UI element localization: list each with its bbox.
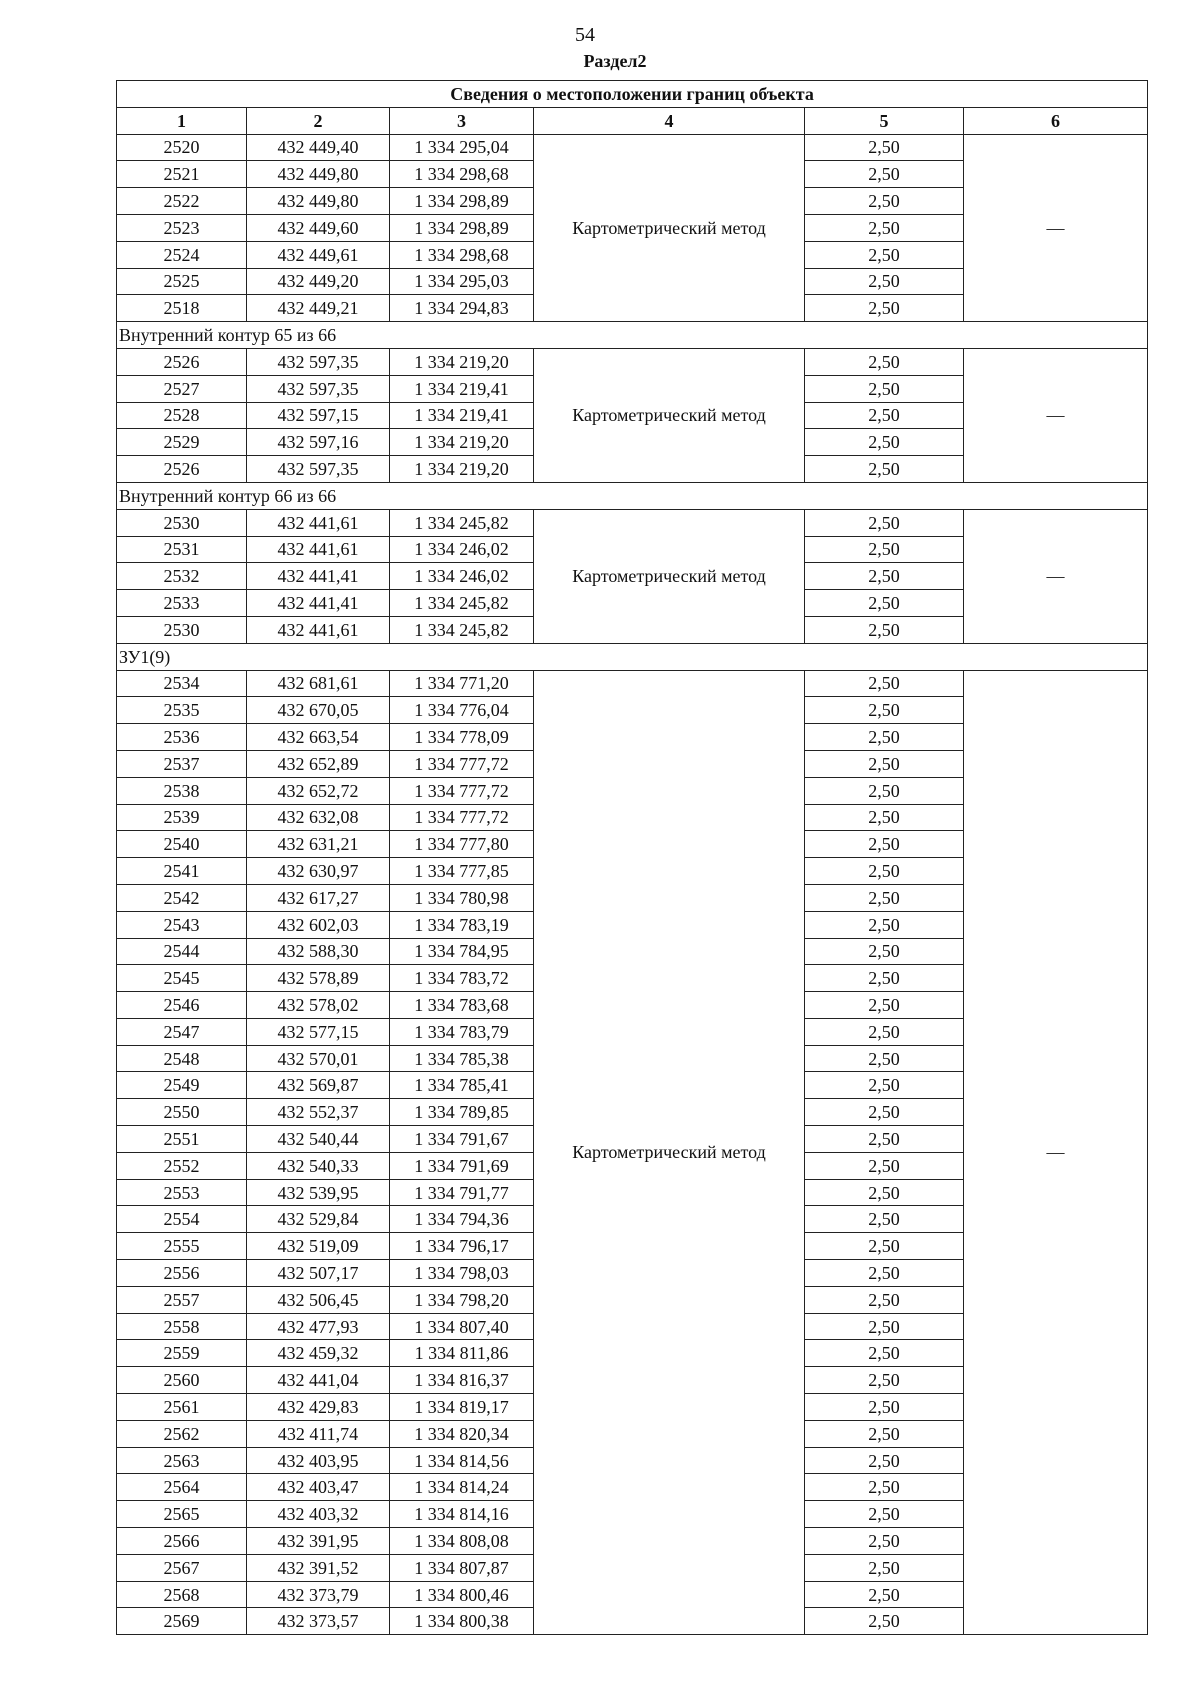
y-coordinate: 1 334 808,08 bbox=[390, 1528, 534, 1555]
point-number: 2562 bbox=[117, 1420, 247, 1447]
point-number: 2536 bbox=[117, 724, 247, 751]
x-coordinate: 432 597,35 bbox=[247, 375, 390, 402]
accuracy-value: 2,50 bbox=[805, 241, 964, 268]
point-number: 2530 bbox=[117, 616, 247, 643]
point-number: 2560 bbox=[117, 1367, 247, 1394]
accuracy-value: 2,50 bbox=[805, 456, 964, 483]
point-number: 2540 bbox=[117, 831, 247, 858]
point-number: 2525 bbox=[117, 268, 247, 295]
point-number: 2523 bbox=[117, 214, 247, 241]
accuracy-value: 2,50 bbox=[805, 1179, 964, 1206]
point-number: 2522 bbox=[117, 188, 247, 215]
y-coordinate: 1 334 771,20 bbox=[390, 670, 534, 697]
column-number: 4 bbox=[534, 107, 805, 134]
accuracy-value: 2,50 bbox=[805, 188, 964, 215]
y-coordinate: 1 334 796,17 bbox=[390, 1233, 534, 1260]
y-coordinate: 1 334 294,83 bbox=[390, 295, 534, 322]
accuracy-value: 2,50 bbox=[805, 134, 964, 161]
y-coordinate: 1 334 298,89 bbox=[390, 214, 534, 241]
y-coordinate: 1 334 298,68 bbox=[390, 161, 534, 188]
x-coordinate: 432 429,83 bbox=[247, 1394, 390, 1421]
x-coordinate: 432 373,79 bbox=[247, 1581, 390, 1608]
point-number: 2526 bbox=[117, 348, 247, 375]
x-coordinate: 432 449,60 bbox=[247, 214, 390, 241]
accuracy-value: 2,50 bbox=[805, 1340, 964, 1367]
x-coordinate: 432 441,61 bbox=[247, 616, 390, 643]
accuracy-value: 2,50 bbox=[805, 858, 964, 885]
y-coordinate: 1 334 777,72 bbox=[390, 750, 534, 777]
point-number: 2563 bbox=[117, 1447, 247, 1474]
column-number: 1 bbox=[117, 107, 247, 134]
point-number: 2553 bbox=[117, 1179, 247, 1206]
boundary-coordinates-table bbox=[116, 80, 1148, 1635]
point-number: 2555 bbox=[117, 1233, 247, 1260]
x-coordinate: 432 630,97 bbox=[247, 858, 390, 885]
x-coordinate: 432 411,74 bbox=[247, 1420, 390, 1447]
point-number: 2538 bbox=[117, 777, 247, 804]
point-number: 2535 bbox=[117, 697, 247, 724]
x-coordinate: 432 663,54 bbox=[247, 724, 390, 751]
y-coordinate: 1 334 785,41 bbox=[390, 1072, 534, 1099]
point-number: 2568 bbox=[117, 1581, 247, 1608]
x-coordinate: 432 652,89 bbox=[247, 750, 390, 777]
x-coordinate: 432 391,52 bbox=[247, 1554, 390, 1581]
accuracy-value: 2,50 bbox=[805, 375, 964, 402]
table-body bbox=[117, 134, 1148, 1635]
x-coordinate: 432 441,41 bbox=[247, 563, 390, 590]
accuracy-value: 2,50 bbox=[805, 348, 964, 375]
y-coordinate: 1 334 807,87 bbox=[390, 1554, 534, 1581]
accuracy-value: 2,50 bbox=[805, 670, 964, 697]
y-coordinate: 1 334 295,04 bbox=[390, 134, 534, 161]
contour-label-row bbox=[117, 643, 1148, 670]
accuracy-value: 2,50 bbox=[805, 938, 964, 965]
accuracy-value: 2,50 bbox=[805, 1554, 964, 1581]
x-coordinate: 432 373,57 bbox=[247, 1608, 390, 1635]
accuracy-value: 2,50 bbox=[805, 911, 964, 938]
x-coordinate: 432 617,27 bbox=[247, 884, 390, 911]
y-coordinate: 1 334 245,82 bbox=[390, 616, 534, 643]
accuracy-value: 2,50 bbox=[805, 750, 964, 777]
table-row bbox=[117, 134, 1148, 161]
y-coordinate: 1 334 784,95 bbox=[390, 938, 534, 965]
x-coordinate: 432 578,02 bbox=[247, 992, 390, 1019]
y-coordinate: 1 334 807,40 bbox=[390, 1313, 534, 1340]
accuracy-value: 2,50 bbox=[805, 777, 964, 804]
y-coordinate: 1 334 820,34 bbox=[390, 1420, 534, 1447]
y-coordinate: 1 334 298,89 bbox=[390, 188, 534, 215]
y-coordinate: 1 334 794,36 bbox=[390, 1206, 534, 1233]
x-coordinate: 432 597,35 bbox=[247, 348, 390, 375]
y-coordinate: 1 334 791,77 bbox=[390, 1179, 534, 1206]
point-number: 2558 bbox=[117, 1313, 247, 1340]
y-coordinate: 1 334 780,98 bbox=[390, 884, 534, 911]
point-number: 2561 bbox=[117, 1394, 247, 1421]
point-number: 2565 bbox=[117, 1501, 247, 1528]
y-coordinate: 1 334 798,03 bbox=[390, 1260, 534, 1287]
accuracy-value: 2,50 bbox=[805, 1206, 964, 1233]
accuracy-value: 2,50 bbox=[805, 1233, 964, 1260]
x-coordinate: 432 449,80 bbox=[247, 161, 390, 188]
y-coordinate: 1 334 246,02 bbox=[390, 563, 534, 590]
table-row bbox=[117, 509, 1148, 536]
x-coordinate: 432 506,45 bbox=[247, 1286, 390, 1313]
y-coordinate: 1 334 814,56 bbox=[390, 1447, 534, 1474]
accuracy-value: 2,50 bbox=[805, 1474, 964, 1501]
x-coordinate: 432 459,32 bbox=[247, 1340, 390, 1367]
accuracy-value: 2,50 bbox=[805, 1286, 964, 1313]
accuracy-value: 2,50 bbox=[805, 804, 964, 831]
x-coordinate: 432 539,95 bbox=[247, 1179, 390, 1206]
y-coordinate: 1 334 783,19 bbox=[390, 911, 534, 938]
x-coordinate: 432 449,21 bbox=[247, 295, 390, 322]
y-coordinate: 1 334 789,85 bbox=[390, 1099, 534, 1126]
x-coordinate: 432 403,95 bbox=[247, 1447, 390, 1474]
point-number: 2548 bbox=[117, 1045, 247, 1072]
y-coordinate: 1 334 245,82 bbox=[390, 590, 534, 617]
accuracy-value: 2,50 bbox=[805, 563, 964, 590]
y-coordinate: 1 334 819,17 bbox=[390, 1394, 534, 1421]
y-coordinate: 1 334 219,20 bbox=[390, 429, 534, 456]
y-coordinate: 1 334 776,04 bbox=[390, 697, 534, 724]
x-coordinate: 432 477,93 bbox=[247, 1313, 390, 1340]
point-number: 2533 bbox=[117, 590, 247, 617]
y-coordinate: 1 334 783,68 bbox=[390, 992, 534, 1019]
point-number: 2528 bbox=[117, 402, 247, 429]
y-coordinate: 1 334 219,41 bbox=[390, 375, 534, 402]
method-cell: Картометрический метод bbox=[534, 509, 805, 643]
accuracy-value: 2,50 bbox=[805, 402, 964, 429]
y-coordinate: 1 334 800,38 bbox=[390, 1608, 534, 1635]
column-number: 6 bbox=[964, 107, 1148, 134]
point-number: 2531 bbox=[117, 536, 247, 563]
y-coordinate: 1 334 295,03 bbox=[390, 268, 534, 295]
x-coordinate: 432 597,16 bbox=[247, 429, 390, 456]
x-coordinate: 432 578,89 bbox=[247, 965, 390, 992]
accuracy-value: 2,50 bbox=[805, 536, 964, 563]
x-coordinate: 432 588,30 bbox=[247, 938, 390, 965]
accuracy-value: 2,50 bbox=[805, 965, 964, 992]
y-coordinate: 1 334 783,72 bbox=[390, 965, 534, 992]
point-number: 2518 bbox=[117, 295, 247, 322]
y-coordinate: 1 334 800,46 bbox=[390, 1581, 534, 1608]
x-coordinate: 432 681,61 bbox=[247, 670, 390, 697]
x-coordinate: 432 441,41 bbox=[247, 590, 390, 617]
table-row bbox=[117, 670, 1148, 697]
accuracy-value: 2,50 bbox=[805, 697, 964, 724]
accuracy-value: 2,50 bbox=[805, 1126, 964, 1153]
contour-label: ЗУ1(9) bbox=[117, 643, 1148, 670]
contour-label-row bbox=[117, 482, 1148, 509]
point-number: 2530 bbox=[117, 509, 247, 536]
accuracy-value: 2,50 bbox=[805, 724, 964, 751]
point-number: 2546 bbox=[117, 992, 247, 1019]
x-coordinate: 432 577,15 bbox=[247, 1018, 390, 1045]
y-coordinate: 1 334 245,82 bbox=[390, 509, 534, 536]
accuracy-value: 2,50 bbox=[805, 268, 964, 295]
point-number: 2526 bbox=[117, 456, 247, 483]
accuracy-value: 2,50 bbox=[805, 831, 964, 858]
point-number: 2520 bbox=[117, 134, 247, 161]
x-coordinate: 432 391,95 bbox=[247, 1528, 390, 1555]
point-number: 2529 bbox=[117, 429, 247, 456]
x-coordinate: 432 519,09 bbox=[247, 1233, 390, 1260]
accuracy-value: 2,50 bbox=[805, 1045, 964, 1072]
method-cell: Картометрический метод bbox=[534, 670, 805, 1635]
point-number: 2527 bbox=[117, 375, 247, 402]
y-coordinate: 1 334 783,79 bbox=[390, 1018, 534, 1045]
y-coordinate: 1 334 777,85 bbox=[390, 858, 534, 885]
point-number: 2556 bbox=[117, 1260, 247, 1287]
x-coordinate: 432 507,17 bbox=[247, 1260, 390, 1287]
page-number: 54 bbox=[575, 24, 595, 46]
point-number: 2559 bbox=[117, 1340, 247, 1367]
x-coordinate: 432 569,87 bbox=[247, 1072, 390, 1099]
x-coordinate: 432 403,32 bbox=[247, 1501, 390, 1528]
x-coordinate: 432 570,01 bbox=[247, 1045, 390, 1072]
x-coordinate: 432 652,72 bbox=[247, 777, 390, 804]
accuracy-value: 2,50 bbox=[805, 1018, 964, 1045]
point-number: 2524 bbox=[117, 241, 247, 268]
section-title: Раздел2 bbox=[583, 51, 647, 71]
accuracy-value: 2,50 bbox=[805, 1528, 964, 1555]
column-number: 5 bbox=[805, 107, 964, 134]
y-coordinate: 1 334 791,67 bbox=[390, 1126, 534, 1153]
method-cell: Картометрический метод bbox=[534, 134, 805, 322]
accuracy-value: 2,50 bbox=[805, 429, 964, 456]
accuracy-value: 2,50 bbox=[805, 884, 964, 911]
point-number: 2554 bbox=[117, 1206, 247, 1233]
contour-label: Внутренний контур 66 из 66 bbox=[117, 482, 1148, 509]
x-coordinate: 432 441,04 bbox=[247, 1367, 390, 1394]
x-coordinate: 432 602,03 bbox=[247, 911, 390, 938]
y-coordinate: 1 334 778,09 bbox=[390, 724, 534, 751]
point-number: 2552 bbox=[117, 1152, 247, 1179]
accuracy-value: 2,50 bbox=[805, 590, 964, 617]
accuracy-value: 2,50 bbox=[805, 1072, 964, 1099]
x-coordinate: 432 449,80 bbox=[247, 188, 390, 215]
point-number: 2547 bbox=[117, 1018, 247, 1045]
point-number: 2541 bbox=[117, 858, 247, 885]
y-coordinate: 1 334 219,20 bbox=[390, 348, 534, 375]
y-coordinate: 1 334 777,72 bbox=[390, 777, 534, 804]
point-number: 2537 bbox=[117, 750, 247, 777]
x-coordinate: 432 631,21 bbox=[247, 831, 390, 858]
y-coordinate: 1 334 814,16 bbox=[390, 1501, 534, 1528]
point-number: 2566 bbox=[117, 1528, 247, 1555]
point-number: 2557 bbox=[117, 1286, 247, 1313]
accuracy-value: 2,50 bbox=[805, 1447, 964, 1474]
y-coordinate: 1 334 816,37 bbox=[390, 1367, 534, 1394]
accuracy-value: 2,50 bbox=[805, 1099, 964, 1126]
accuracy-value: 2,50 bbox=[805, 295, 964, 322]
y-coordinate: 1 334 777,72 bbox=[390, 804, 534, 831]
y-coordinate: 1 334 785,38 bbox=[390, 1045, 534, 1072]
table-row bbox=[117, 348, 1148, 375]
y-coordinate: 1 334 814,24 bbox=[390, 1474, 534, 1501]
x-coordinate: 432 449,40 bbox=[247, 134, 390, 161]
accuracy-value: 2,50 bbox=[805, 1420, 964, 1447]
x-coordinate: 432 632,08 bbox=[247, 804, 390, 831]
x-coordinate: 432 552,37 bbox=[247, 1099, 390, 1126]
x-coordinate: 432 540,33 bbox=[247, 1152, 390, 1179]
accuracy-value: 2,50 bbox=[805, 992, 964, 1019]
column-number: 3 bbox=[390, 107, 534, 134]
y-coordinate: 1 334 298,68 bbox=[390, 241, 534, 268]
dash-cell: — bbox=[964, 348, 1148, 482]
dash-cell: — bbox=[964, 670, 1148, 1635]
x-coordinate: 432 441,61 bbox=[247, 536, 390, 563]
accuracy-value: 2,50 bbox=[805, 616, 964, 643]
x-coordinate: 432 529,84 bbox=[247, 1206, 390, 1233]
dash-cell: — bbox=[964, 509, 1148, 643]
point-number: 2551 bbox=[117, 1126, 247, 1153]
x-coordinate: 432 449,20 bbox=[247, 268, 390, 295]
dash-cell: — bbox=[964, 134, 1148, 322]
accuracy-value: 2,50 bbox=[805, 509, 964, 536]
point-number: 2521 bbox=[117, 161, 247, 188]
x-coordinate: 432 540,44 bbox=[247, 1126, 390, 1153]
point-number: 2567 bbox=[117, 1554, 247, 1581]
y-coordinate: 1 334 777,80 bbox=[390, 831, 534, 858]
y-coordinate: 1 334 219,20 bbox=[390, 456, 534, 483]
column-number: 2 bbox=[247, 107, 390, 134]
accuracy-value: 2,50 bbox=[805, 1152, 964, 1179]
x-coordinate: 432 403,47 bbox=[247, 1474, 390, 1501]
point-number: 2543 bbox=[117, 911, 247, 938]
x-coordinate: 432 449,61 bbox=[247, 241, 390, 268]
y-coordinate: 1 334 811,86 bbox=[390, 1340, 534, 1367]
accuracy-value: 2,50 bbox=[805, 1581, 964, 1608]
y-coordinate: 1 334 791,69 bbox=[390, 1152, 534, 1179]
y-coordinate: 1 334 798,20 bbox=[390, 1286, 534, 1313]
point-number: 2549 bbox=[117, 1072, 247, 1099]
method-cell: Картометрический метод bbox=[534, 348, 805, 482]
point-number: 2544 bbox=[117, 938, 247, 965]
accuracy-value: 2,50 bbox=[805, 1501, 964, 1528]
y-coordinate: 1 334 246,02 bbox=[390, 536, 534, 563]
column-numbers-row bbox=[117, 107, 1148, 134]
point-number: 2542 bbox=[117, 884, 247, 911]
x-coordinate: 432 441,61 bbox=[247, 509, 390, 536]
y-coordinate: 1 334 219,41 bbox=[390, 402, 534, 429]
point-number: 2539 bbox=[117, 804, 247, 831]
table-title: Сведения о местоположении границ объекта bbox=[117, 81, 1148, 108]
point-number: 2532 bbox=[117, 563, 247, 590]
point-number: 2564 bbox=[117, 1474, 247, 1501]
point-number: 2534 bbox=[117, 670, 247, 697]
x-coordinate: 432 670,05 bbox=[247, 697, 390, 724]
accuracy-value: 2,50 bbox=[805, 1394, 964, 1421]
point-number: 2569 bbox=[117, 1608, 247, 1635]
contour-label: Внутренний контур 65 из 66 bbox=[117, 322, 1148, 349]
point-number: 2550 bbox=[117, 1099, 247, 1126]
accuracy-value: 2,50 bbox=[805, 1313, 964, 1340]
accuracy-value: 2,50 bbox=[805, 214, 964, 241]
x-coordinate: 432 597,35 bbox=[247, 456, 390, 483]
accuracy-value: 2,50 bbox=[805, 1608, 964, 1635]
accuracy-value: 2,50 bbox=[805, 1367, 964, 1394]
x-coordinate: 432 597,15 bbox=[247, 402, 390, 429]
point-number: 2545 bbox=[117, 965, 247, 992]
accuracy-value: 2,50 bbox=[805, 1260, 964, 1287]
accuracy-value: 2,50 bbox=[805, 161, 964, 188]
contour-label-row bbox=[117, 322, 1148, 349]
